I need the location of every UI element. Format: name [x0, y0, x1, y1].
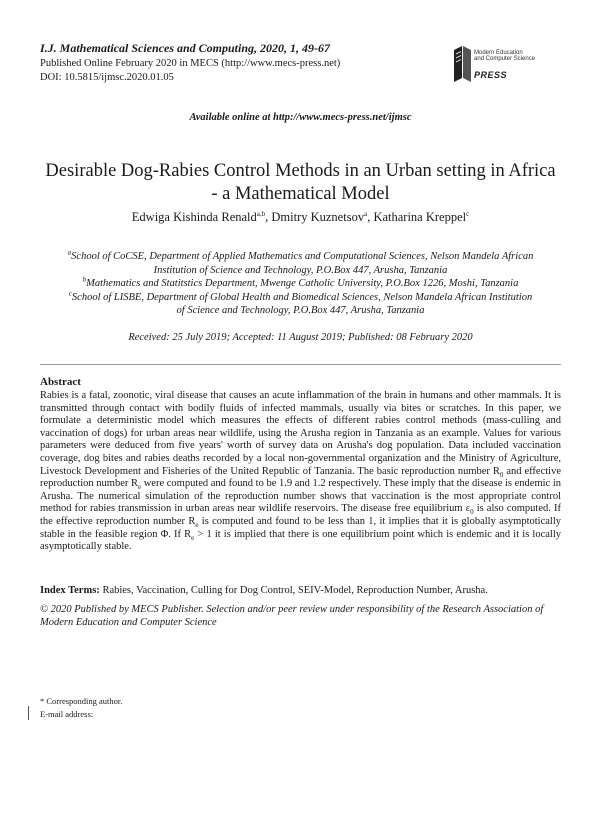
dates: Received: 25 July 2019; Accepted: 11 August 2019; Published: 08 February 2020: [128, 332, 473, 343]
footnote-corresponding: * Corresponding author.: [40, 696, 123, 706]
abstract-heading: Abstract: [40, 376, 81, 388]
affil-c-line1: School of LISBE, Department of Global Health and Biomedical Sciences, Nelson Mandela African Institution: [71, 291, 533, 303]
published-online: Published Online February 2020 in MECS (http://www.mecs-press.net): [40, 58, 341, 69]
affil-c-sup: c: [68, 289, 72, 297]
author-2-sup: a: [364, 209, 368, 218]
title-line2: - a Mathematical Model: [211, 184, 390, 204]
author-list: [30, 210, 571, 225]
abstract-sub-5: e: [191, 533, 195, 542]
available-online: Available online at http://www.mecs-press.net/ijmsc: [189, 112, 412, 123]
footnote-email: E-mail address:: [40, 709, 94, 719]
abstract-body: [40, 390, 561, 554]
abstract-text-6: > 1 it is implied that there is one equilibrium point which is endemic and it is locally asymptotically stable.: [40, 528, 561, 553]
author-3: , Katharina Kreppel: [367, 210, 467, 224]
abstract-sub-2: e: [137, 483, 142, 492]
divider: [40, 364, 561, 365]
affil-a-line1: School of CoCSE, Department of Applied Mathematics and Computational Sciences, Nelson Mandela African: [71, 251, 534, 262]
doi: DOI: 10.5815/ijmsc.2020.01.05: [40, 72, 174, 83]
logo-line2: and Computer Science: [474, 56, 536, 63]
abstract-text-4: is also computed. If the effective reproduction number R: [40, 503, 561, 527]
index-terms-label: Index Terms:: [40, 585, 100, 596]
affil-b-sup: b: [82, 275, 87, 284]
abstract-text-2: and effective reproduction number R: [40, 465, 561, 490]
affil-a-sup: a: [67, 248, 72, 257]
logo-line1: Modern Education: [474, 50, 523, 56]
abstract-text-5: is computed and found to be less than 1, it implies that it is globally asymptotically stable in the feasible region Φ. If R: [40, 515, 561, 540]
affil-c-line2: of Science and Technology, P.O.Box 447, Arusha, Tanzania: [176, 305, 425, 316]
change-bar: [28, 706, 29, 720]
affiliations: [40, 250, 561, 318]
index-terms-text: Rabies, Vaccination, Culling for Dog Control, SEIV-Model, Reproduction Number, Arusha.: [99, 585, 488, 596]
book-icon: [452, 44, 474, 84]
title-line1: Desirable Dog-Rabies Control Methods in an Urban setting in Africa: [45, 161, 556, 181]
abstract-text-3: were computed and found to be 1.9 and 1.2 respectively. These imply that the disease is endemic in Arusha. The numerical simulation of the reproduction number shows that vaccination is the most appropriate control method for rabies transmission in urban areas near wildlife reservoirs. The disease free equilibrium ε: [40, 478, 561, 515]
abstract-sub-3: 0: [470, 508, 474, 517]
paper-title: [30, 160, 571, 206]
author-3-sup: c: [466, 209, 470, 218]
affil-a-line2: Institution of Science and Technology, P.O.Box 447, Arusha, Tanzania: [153, 264, 448, 276]
journal-citation: I.J. Mathematical Sciences and Computing, 2020, 1, 49-67: [40, 41, 331, 55]
logo-press: PRESS: [474, 70, 508, 80]
affil-b-line: Mathematics and Statitstics Department, Mwenge Catholic University, P.O.Box 1226, Moshi, Tanzania: [86, 278, 519, 289]
abstract-sub-1: 0: [499, 470, 504, 479]
author-1-sup: a,b: [256, 209, 266, 218]
abstract-text-1: Rabies is a fatal, zoonotic, viral disease that causes an acute inflammation of the brain in humans and other mammals. It is transmitted through contact with bodily fluids of infected mammals, usually via bites or scratches. In this paper, we formulate a deterministic model which measures the effects of different rabies control methods (mass-culling and vaccination of dogs) for urban areas near wildlife, using the Arusha region in Tanzania as an example. Values for various parameters were deduced from five years' worth of survey data on Arusha's dog population. Data included vaccination coverage, dog bites and rabies deaths recorded by a local non-governmental organization and the Ministry of Agriculture, Livestock Development and Fisheries of the United Republic of Tanzania. The basic reproduction number R: [40, 390, 561, 477]
copyright: © 2020 Published by MECS Publisher. Selection and/or peer review under responsibility of the Research Association of Modern Education and Computer Science: [40, 604, 544, 628]
author-1: Edwiga Kishinda Renald: [131, 210, 257, 224]
author-2: , Dmitry Kuznetsov: [265, 210, 365, 224]
mecs-press-logo: [452, 40, 564, 88]
abstract-sub-4: e: [195, 521, 199, 530]
index-terms: [40, 585, 561, 596]
